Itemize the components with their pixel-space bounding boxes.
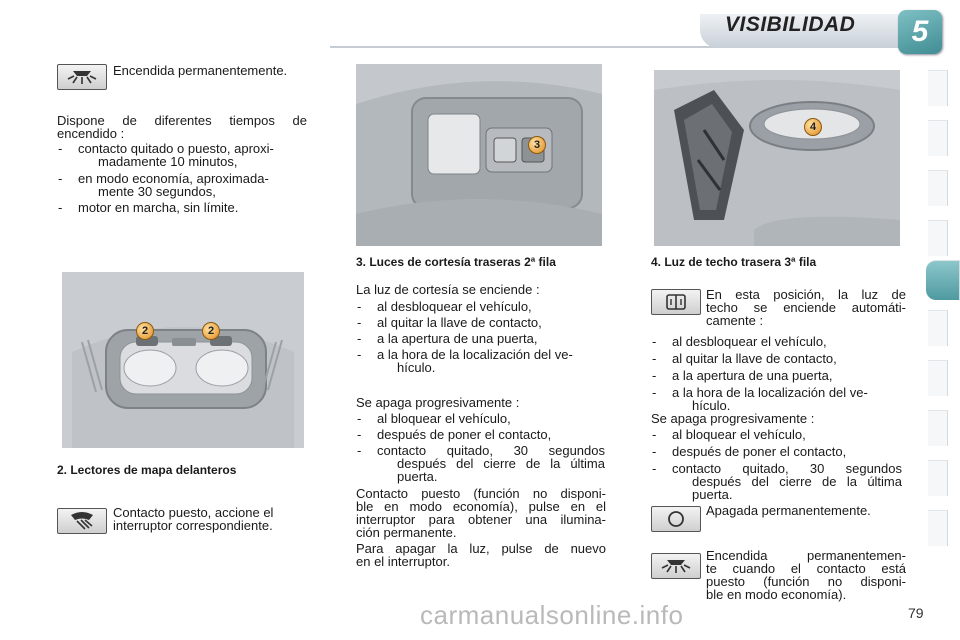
lamp-off-icon xyxy=(651,506,701,532)
list-item: - contacto quitado, 30 segundos después del cierre de la última puerta. xyxy=(357,443,605,484)
chapter-tab[interactable] xyxy=(928,460,948,496)
door-lamp-icon xyxy=(651,289,701,315)
paragraph: Contacto puesto (función no disponi- ble en modo economía), pulse en el interruptor para obtener una ilumina- ción permanente. xyxy=(356,486,606,540)
callout-badge: 2 xyxy=(136,322,154,340)
chapter-tab-active[interactable] xyxy=(926,260,960,300)
icon-caption: Encendida permanentemente. xyxy=(113,63,288,78)
list-item: - motor en marcha, sin límite. xyxy=(58,200,239,215)
chapter-tab[interactable] xyxy=(928,220,948,256)
off-intro: Se apaga progresivamente : xyxy=(356,395,520,410)
on-intro: La luz de cortesía se enciende : xyxy=(356,282,540,297)
chapter-tab[interactable] xyxy=(928,170,948,206)
list-item: - a la hora de la localización del ve- hículo. xyxy=(652,385,868,413)
list-item: - al bloquear el vehículo, xyxy=(652,427,806,442)
chapter-tab[interactable] xyxy=(928,360,948,396)
list-item: - después de poner el contacto, xyxy=(652,444,847,459)
list-item: - después de poner el contacto, xyxy=(357,427,552,442)
page-title: VISIBILIDAD xyxy=(725,13,856,36)
map-lights-photo xyxy=(62,272,304,448)
chapter-tab[interactable] xyxy=(928,120,948,156)
list-item: - contacto quitado o puesto, aproxi- madamente 10 minutos, xyxy=(58,141,274,169)
chapter-tab[interactable] xyxy=(928,410,948,446)
watermark: carmanualsonline.info xyxy=(420,600,684,630)
list-item: - al quitar la llave de contacto, xyxy=(357,315,542,330)
rear-courtesy-light-photo xyxy=(356,64,602,246)
chapter-tab[interactable] xyxy=(928,70,948,106)
intro-text: Dispone de diferentes tiempos de encendido : xyxy=(57,113,307,141)
section-heading: 2. Lectores de mapa delanteros xyxy=(57,463,237,477)
list-item: - contacto quitado, 30 segundos después del cierre de la última puerta. xyxy=(652,461,902,502)
chapter-tab[interactable] xyxy=(928,310,948,346)
switch-caption: Contacto puesto, accione el interruptor correspondiente. xyxy=(113,505,274,533)
list-item: - a la apertura de una puerta, xyxy=(652,368,833,383)
list-item: - al bloquear el vehículo, xyxy=(357,411,511,426)
lamp-hand-icon xyxy=(57,508,107,534)
paragraph: Para apagar la luz, pulse de nuevo en el interruptor. xyxy=(356,541,606,569)
list-item: - en modo economía, aproximada- mente 30 segundos, xyxy=(58,171,269,199)
lamp-rays-icon xyxy=(57,64,107,90)
chapter-tabs xyxy=(928,70,960,580)
list-item: - al desbloquear el vehículo, xyxy=(652,334,827,349)
page-number: 79 xyxy=(908,605,924,621)
list-item: - al desbloquear el vehículo, xyxy=(357,299,532,314)
callout-badge: 2 xyxy=(202,322,220,340)
chapter-badge: 5 xyxy=(898,10,942,54)
callout-badge: 3 xyxy=(528,136,546,154)
rear-ceiling-light-photo xyxy=(654,70,900,246)
list-item: - al quitar la llave de contacto, xyxy=(652,351,837,366)
icon-caption: En esta posición, la luz de techo se enciende automáti- camente : xyxy=(706,287,906,328)
list-item: - a la hora de la localización del ve- hículo. xyxy=(357,347,573,375)
icon-caption: Apagada permanentemente. xyxy=(706,503,871,518)
callout-badge: 4 xyxy=(804,118,822,136)
icon-caption: Encendida permanentemen- te cuando el contacto está puesto (función no disponi- ble en modo economía). xyxy=(706,548,906,602)
lamp-rays-icon xyxy=(651,553,701,579)
list-item: - a la apertura de una puerta, xyxy=(357,331,538,346)
chapter-tab[interactable] xyxy=(928,510,948,546)
section-heading: 3. Luces de cortesía traseras 2ª fila xyxy=(356,255,556,269)
section-heading: 4. Luz de techo trasera 3ª fila xyxy=(651,255,817,269)
off-intro: Se apaga progresivamente : xyxy=(651,411,815,426)
